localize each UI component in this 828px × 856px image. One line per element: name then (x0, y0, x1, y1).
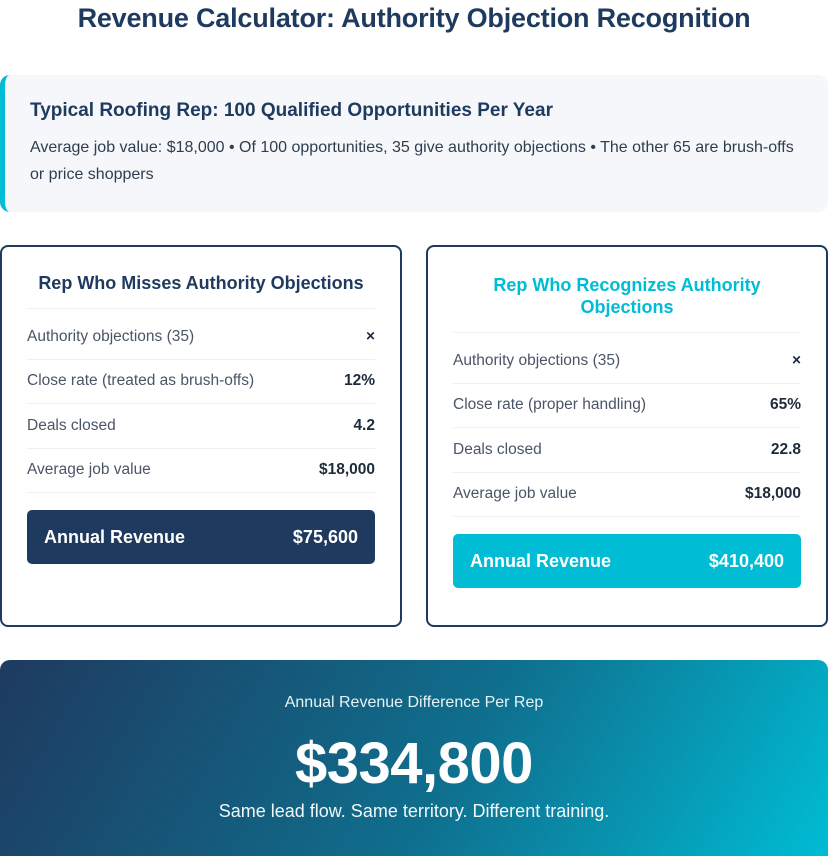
scenario-text: Average job value: $18,000 • Of 100 opportunities, 35 give authority objections • The other 65 are brush-offs or price shoppers (30, 139, 794, 183)
calc-row (27, 315, 375, 360)
row-value: × (791, 351, 801, 369)
row-label: Deals closed (27, 416, 116, 434)
row-value: 65% (769, 396, 801, 414)
scenario-heading: Typical Roofing Rep: 100 Qualified Opportunities Per Year (30, 100, 553, 121)
calc-row (27, 449, 375, 494)
row-label: Authority objections (35) (27, 327, 195, 345)
row-label: Close rate (treated as brush-offs) (27, 372, 255, 390)
row-value: 22.8 (770, 440, 801, 458)
calc-row (27, 404, 375, 449)
calc-row (453, 428, 801, 473)
total-value: $410,400 (708, 550, 784, 571)
difference-amount: $334,800 (295, 731, 533, 796)
row-label: Deals closed (453, 440, 542, 458)
row-label: Close rate (proper handling) (453, 396, 646, 414)
card-heading: Rep Who Misses Authority Objections (27, 247, 375, 309)
row-label: Authority objections (35) (453, 351, 621, 369)
page-title: Revenue Calculator: Authority Objection Recognition (77, 3, 751, 33)
missed-objections-card (0, 245, 402, 627)
calc-row (453, 339, 801, 384)
row-value: 12% (343, 372, 375, 390)
row-value: $18,000 (744, 485, 801, 503)
card-heading: Rep Who Recognizes Authority Objections (453, 247, 801, 333)
annual-revenue-total (27, 510, 375, 564)
calc-row (453, 384, 801, 429)
total-value: $75,600 (292, 526, 358, 547)
scenario-box (0, 75, 828, 212)
total-label: Annual Revenue (44, 526, 186, 547)
calc-row (453, 473, 801, 518)
row-label: Average job value (453, 485, 577, 503)
calc-row (27, 360, 375, 405)
row-value: 4.2 (353, 416, 375, 434)
difference-caption: Annual Revenue Difference Per Rep (284, 694, 544, 711)
revenue-difference-banner (0, 660, 828, 856)
row-value: × (365, 327, 375, 345)
recognized-objections-card (426, 245, 828, 627)
difference-tagline: Same lead flow. Same territory. Different training. (218, 801, 610, 821)
annual-revenue-total (453, 534, 801, 588)
row-value: $18,000 (318, 461, 375, 479)
total-label: Annual Revenue (470, 550, 612, 571)
row-label: Average job value (27, 461, 151, 479)
